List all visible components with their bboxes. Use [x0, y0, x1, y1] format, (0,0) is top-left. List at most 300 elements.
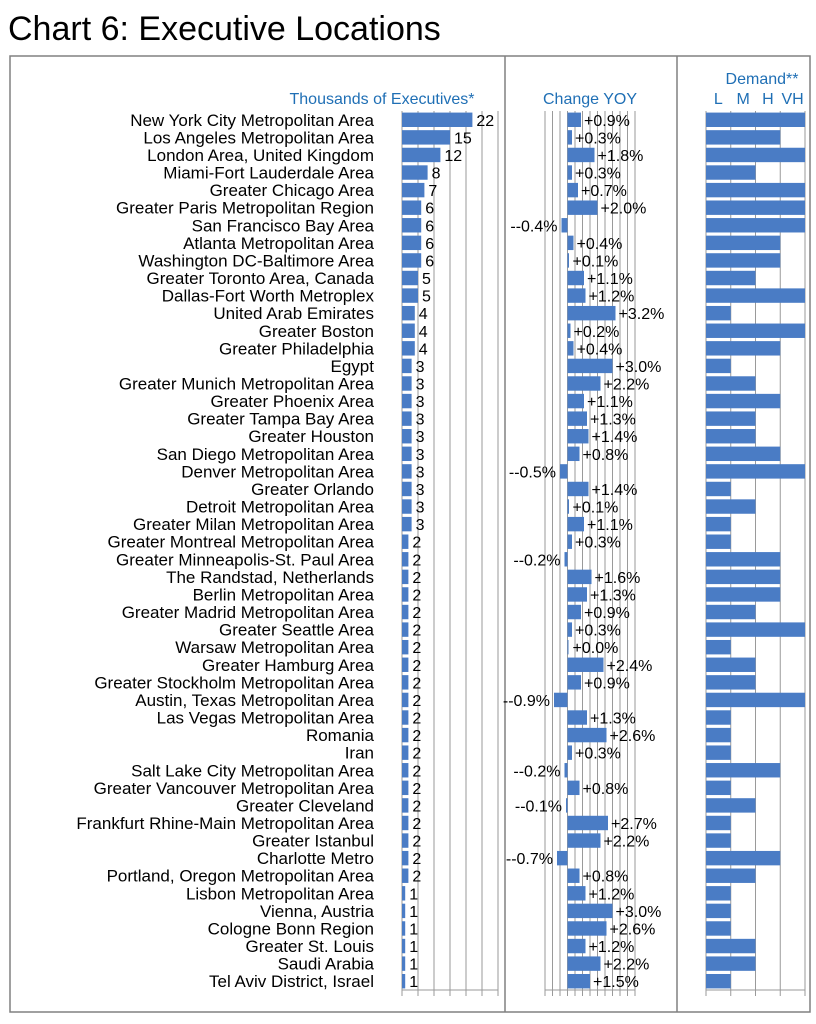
exec-value-label: 3 — [415, 481, 425, 499]
category-label: Greater Stockholm Metropolitan Area — [94, 673, 374, 693]
yoy-bar — [565, 552, 568, 566]
category-label: Greater Philadelphia — [219, 339, 374, 359]
demand-bar — [706, 113, 805, 127]
yoy-bar — [568, 675, 582, 689]
demand-panel-header: Demand** — [725, 71, 799, 88]
demand-bar — [706, 376, 756, 390]
demand-bar — [706, 253, 780, 267]
exec-bar — [402, 306, 415, 320]
exec-value-label: 3 — [415, 394, 425, 412]
exec-value-label: 1 — [409, 886, 419, 904]
yoy-bar — [568, 816, 609, 830]
demand-bar — [706, 833, 731, 847]
exec-value-label: 3 — [415, 429, 425, 447]
demand-bar — [706, 165, 756, 179]
demand-bar — [706, 236, 780, 250]
exec-value-label: 3 — [415, 517, 425, 535]
category-label: Detroit Metropolitan Area — [185, 497, 374, 517]
yoy-bar — [568, 271, 585, 285]
yoy-bar — [568, 517, 585, 531]
exec-bar — [402, 587, 408, 601]
yoy-value-label: +1.4% — [591, 481, 638, 499]
exec-value-label: 1 — [409, 974, 419, 992]
exec-bar — [402, 956, 405, 970]
category-label: Greater Minneapolis-St. Paul Area — [116, 550, 374, 570]
exec-value-label: 22 — [476, 112, 495, 130]
demand-bar — [706, 622, 805, 636]
yoy-value-label: +1.1% — [587, 517, 633, 535]
exec-value-label: 6 — [425, 235, 435, 253]
yoy-bar — [562, 218, 568, 232]
demand-bar — [706, 464, 805, 478]
exec-value-label: 8 — [431, 165, 441, 183]
yoy-bar — [568, 200, 598, 214]
demand-bar — [706, 429, 756, 443]
exec-bar — [402, 341, 415, 355]
exec-bar — [402, 482, 412, 496]
category-label: Greater Orlando — [251, 479, 374, 499]
demand-bar — [706, 535, 731, 549]
yoy-value-label: --0.7% — [505, 851, 553, 869]
yoy-value-label: --0.2% — [513, 763, 561, 781]
exec-value-label: 4 — [418, 306, 428, 324]
yoy-value-label: +3.0% — [615, 358, 662, 376]
yoy-value-label: +1.2% — [588, 288, 635, 306]
exec-bar — [402, 658, 408, 672]
exec-value-label: 6 — [425, 200, 435, 218]
category-label: Greater Milan Metropolitan Area — [133, 515, 374, 535]
exec-bar — [402, 570, 408, 584]
yoy-value-label: +1.4% — [591, 429, 638, 447]
demand-bar — [706, 605, 756, 619]
exec-bar — [402, 183, 424, 197]
demand-bar — [706, 394, 780, 408]
yoy-value-label: +2.2% — [603, 376, 650, 394]
category-label: Greater Houston — [248, 427, 374, 447]
yoy-value-label: +0.1% — [572, 253, 619, 271]
category-label: Miami-Fort Lauderdale Area — [163, 163, 374, 183]
yoy-bar — [566, 798, 568, 812]
category-label: Greater Paris Metropolitan Region — [116, 198, 374, 218]
yoy-bar — [568, 306, 616, 320]
category-label: Greater Istanbul — [252, 831, 374, 851]
yoy-bar — [568, 781, 580, 795]
yoy-value-label: +1.2% — [588, 939, 635, 957]
exec-bar — [402, 288, 418, 302]
exec-value-label: 4 — [418, 341, 428, 359]
exec-value-label: 2 — [412, 657, 422, 675]
yoy-value-label: +0.2% — [573, 323, 620, 341]
demand-bar — [706, 763, 780, 777]
category-label: San Diego Metropolitan Area — [156, 444, 374, 464]
category-label: Atlanta Metropolitan Area — [183, 233, 374, 253]
demand-bar — [706, 482, 731, 496]
yoy-value-label: +2.0% — [600, 200, 647, 218]
demand-bar — [706, 587, 780, 601]
exec-value-label: 2 — [412, 868, 422, 886]
exec-value-label: 5 — [422, 288, 431, 306]
demand-bar — [706, 745, 731, 759]
demand-axis-label: L — [713, 91, 723, 108]
yoy-bar — [560, 464, 568, 478]
yoy-bar — [554, 693, 568, 707]
exec-value-label: 2 — [412, 552, 422, 570]
exec-bar — [402, 200, 421, 214]
exec-value-label: 1 — [409, 903, 419, 921]
yoy-bar — [568, 359, 613, 373]
exec-value-label: 5 — [422, 271, 431, 289]
yoy-bar — [568, 622, 573, 636]
yoy-value-label: +3.2% — [618, 306, 665, 324]
demand-bar — [706, 218, 805, 232]
yoy-value-label: +2.6% — [609, 921, 656, 939]
demand-bar — [706, 904, 731, 918]
exec-bar — [402, 236, 421, 250]
category-label: Portland, Oregon Metropolitan Area — [106, 866, 374, 886]
exec-bar — [402, 851, 408, 865]
yoy-bar — [568, 535, 573, 549]
exec-value-label: 2 — [412, 640, 422, 658]
yoy-value-label: --0.4% — [510, 218, 558, 236]
exec-bar — [402, 710, 408, 724]
exec-bar — [402, 148, 440, 162]
demand-bar — [706, 816, 731, 830]
exec-bar — [402, 816, 408, 830]
exec-bar — [402, 165, 428, 179]
exec-value-label: 3 — [415, 411, 425, 429]
exec-value-label: 3 — [415, 499, 425, 517]
exec-value-label: 1 — [409, 921, 419, 939]
exec-bar — [402, 763, 408, 777]
exec-bar — [402, 921, 405, 935]
yoy-value-label: +0.1% — [572, 499, 619, 517]
category-label: Greater Toronto Area, Canada — [146, 269, 374, 289]
exec-bar — [402, 693, 408, 707]
demand-bar — [706, 693, 805, 707]
exec-bar — [402, 324, 415, 338]
exec-bar — [402, 271, 418, 285]
yoy-bar — [568, 447, 580, 461]
exec-bar — [402, 253, 421, 267]
exec-value-label: 2 — [412, 763, 422, 781]
category-label: Greater St. Louis — [245, 937, 374, 957]
exec-value-label: 2 — [412, 569, 422, 587]
yoy-bar — [568, 183, 579, 197]
exec-bar — [402, 499, 412, 513]
category-label: Berlin Metropolitan Area — [192, 585, 374, 605]
yoy-bar — [568, 165, 573, 179]
category-label: Warsaw Metropolitan Area — [175, 638, 374, 658]
exec-bar — [402, 130, 450, 144]
demand-bar — [706, 640, 731, 654]
yoy-value-label: +2.4% — [606, 657, 653, 675]
exec-bar — [402, 939, 405, 953]
yoy-bar — [568, 288, 586, 302]
yoy-value-label: +0.4% — [576, 235, 623, 253]
demand-bar — [706, 921, 731, 935]
exec-value-label: 2 — [412, 534, 422, 552]
category-label: Cologne Bonn Region — [207, 919, 374, 939]
category-label: Greater Munich Metropolitan Area — [118, 374, 374, 394]
yoy-value-label: +2.2% — [603, 956, 650, 974]
yoy-value-label: +3.0% — [615, 903, 662, 921]
category-label: Charlotte Metro — [256, 849, 374, 869]
category-label: San Francisco Bay Area — [191, 216, 374, 236]
exec-value-label: 6 — [425, 253, 435, 271]
yoy-bar — [568, 710, 588, 724]
exec-value-label: 3 — [415, 358, 425, 376]
yoy-bar — [568, 939, 586, 953]
yoy-bar — [568, 587, 588, 601]
exec-bar — [402, 376, 412, 390]
yoy-bar — [568, 833, 601, 847]
yoy-value-label: +0.3% — [575, 622, 621, 640]
demand-bar — [706, 517, 731, 531]
category-label: Salt Lake City Metropolitan Area — [131, 761, 374, 781]
exec-value-label: 2 — [412, 692, 422, 710]
demand-bar — [706, 851, 780, 865]
exec-bar — [402, 359, 412, 373]
yoy-bar — [568, 605, 582, 619]
exec-value-label: 2 — [412, 675, 422, 693]
exec-bar — [402, 974, 405, 988]
yoy-bar — [565, 763, 568, 777]
page-title: Chart 6: Executive Locations — [8, 10, 441, 48]
yoy-panel-header: Change YOY — [543, 91, 637, 108]
category-label: Greater Vancouver Metropolitan Area — [93, 778, 374, 798]
yoy-bar — [568, 745, 573, 759]
category-label: Greater Cleveland — [236, 796, 374, 816]
yoy-bar — [568, 974, 591, 988]
exec-bar — [402, 394, 412, 408]
exec-value-label: 12 — [444, 147, 463, 165]
exec-value-label: 6 — [425, 218, 435, 236]
exec-value-label: 2 — [412, 815, 422, 833]
exec-value-label: 2 — [412, 745, 422, 763]
category-label: Denver Metropolitan Area — [181, 462, 374, 482]
exec-bar — [402, 552, 408, 566]
exec-bar — [402, 447, 412, 461]
yoy-value-label: +1.5% — [593, 974, 639, 992]
yoy-bar — [568, 324, 571, 338]
category-label: Lisbon Metropolitan Area — [185, 884, 374, 904]
demand-bar — [706, 200, 805, 214]
demand-bar — [706, 728, 731, 742]
yoy-value-label: +1.3% — [590, 710, 636, 728]
demand-bar — [706, 359, 731, 373]
demand-bar — [706, 869, 756, 883]
category-label: Greater Tampa Bay Area — [187, 409, 374, 429]
demand-bar — [706, 658, 756, 672]
category-label: Tel Aviv District, Israel — [208, 972, 374, 992]
exec-bar — [402, 429, 412, 443]
yoy-value-label: --0.9% — [502, 692, 550, 710]
exec-bar — [402, 464, 412, 478]
yoy-value-label: +1.3% — [590, 411, 636, 429]
yoy-bar — [568, 130, 573, 144]
yoy-value-label: +1.3% — [590, 587, 636, 605]
yoy-value-label: +0.4% — [576, 341, 623, 359]
yoy-value-label: +1.2% — [588, 886, 635, 904]
exec-value-label: 15 — [454, 130, 472, 148]
exec-value-label: 3 — [415, 464, 425, 482]
yoy-value-label: +0.0% — [572, 640, 619, 658]
category-label: Greater Seattle Area — [219, 620, 374, 640]
demand-axis-label: VH — [781, 91, 804, 108]
demand-bar — [706, 324, 805, 338]
exec-bar — [402, 605, 408, 619]
exec-value-label: 2 — [412, 728, 422, 746]
exec-value-label: 2 — [412, 851, 422, 869]
exec-bar — [402, 517, 412, 531]
yoy-bar — [568, 376, 601, 390]
yoy-value-label: +2.7% — [611, 815, 657, 833]
yoy-value-label: +0.9% — [584, 675, 630, 693]
yoy-value-label: --0.5% — [508, 464, 556, 482]
demand-bar — [706, 570, 780, 584]
exec-bar — [402, 622, 408, 636]
exec-value-label: 2 — [412, 605, 422, 623]
yoy-value-label: +2.2% — [603, 833, 650, 851]
yoy-value-label: +0.9% — [584, 112, 630, 130]
exec-bar — [402, 675, 408, 689]
exec-bar — [402, 113, 472, 127]
exec-bar — [402, 904, 405, 918]
category-label: London Area, United Kingdom — [147, 145, 374, 165]
yoy-value-label: +0.8% — [582, 780, 629, 798]
category-label: Austin, Texas Metropolitan Area — [135, 690, 374, 710]
exec-value-label: 1 — [409, 939, 419, 957]
exec-bar — [402, 535, 408, 549]
demand-bar — [706, 183, 805, 197]
yoy-bar — [568, 869, 580, 883]
exec-panel-header: Thousands of Executives* — [289, 91, 475, 108]
yoy-bar — [568, 886, 586, 900]
exec-value-label: 2 — [412, 798, 422, 816]
yoy-bar — [568, 956, 601, 970]
yoy-bar — [568, 429, 589, 443]
yoy-bar — [568, 341, 574, 355]
yoy-bar — [557, 851, 568, 865]
yoy-bar — [568, 411, 588, 425]
exec-bar — [402, 728, 408, 742]
exec-bar — [402, 833, 408, 847]
demand-bar — [706, 306, 731, 320]
category-label: Iran — [344, 743, 374, 763]
category-label: Dallas-Fort Worth Metroplex — [161, 286, 374, 306]
exec-value-label: 2 — [412, 833, 422, 851]
yoy-value-label: +0.7% — [581, 183, 627, 201]
yoy-value-label: --0.1% — [514, 798, 562, 816]
category-label: Greater Montreal Metropolitan Area — [107, 532, 374, 552]
yoy-bar — [568, 904, 613, 918]
exec-bar — [402, 886, 405, 900]
demand-bar — [706, 886, 731, 900]
exec-value-label: 7 — [428, 183, 438, 201]
demand-bar — [706, 939, 756, 953]
demand-bar — [706, 781, 731, 795]
yoy-bar — [568, 253, 570, 267]
yoy-bar — [568, 640, 569, 654]
yoy-value-label: --0.2% — [513, 552, 561, 570]
exec-bar — [402, 745, 408, 759]
exec-value-label: 1 — [409, 956, 419, 974]
exec-value-label: 3 — [415, 376, 425, 394]
demand-bar — [706, 411, 756, 425]
yoy-bar — [568, 921, 607, 935]
exec-value-label: 3 — [415, 446, 425, 464]
exec-bar — [402, 218, 421, 232]
demand-axis-label: H — [762, 91, 774, 108]
yoy-value-label: +1.1% — [587, 394, 633, 412]
category-label: Greater Chicago Area — [209, 181, 374, 201]
exec-value-label: 4 — [418, 323, 428, 341]
category-label: Greater Boston — [258, 321, 374, 341]
yoy-bar — [568, 236, 574, 250]
category-label: Greater Phoenix Area — [210, 392, 374, 412]
exec-bar — [402, 640, 408, 654]
category-label: Greater Hamburg Area — [202, 655, 374, 675]
demand-bar — [706, 288, 805, 302]
exec-value-label: 2 — [412, 587, 422, 605]
demand-bar — [706, 798, 756, 812]
yoy-bar — [568, 658, 604, 672]
category-label: Vienna, Austria — [259, 901, 374, 921]
demand-bar — [706, 974, 731, 988]
category-label: Washington DC-Baltimore Area — [138, 251, 374, 271]
yoy-bar — [568, 394, 585, 408]
exec-bar — [402, 411, 412, 425]
yoy-value-label: +0.3% — [575, 165, 621, 183]
yoy-value-label: +1.1% — [587, 271, 633, 289]
demand-bar — [706, 130, 780, 144]
demand-bar — [706, 552, 780, 566]
yoy-value-label: +1.6% — [594, 569, 641, 587]
category-label: Las Vegas Metropolitan Area — [156, 708, 374, 728]
yoy-bar — [568, 148, 595, 162]
exec-value-label: 2 — [412, 780, 422, 798]
exec-bar — [402, 798, 408, 812]
yoy-value-label: +0.3% — [575, 534, 621, 552]
yoy-value-label: +0.3% — [575, 130, 621, 148]
exec-value-label: 2 — [412, 622, 422, 640]
category-label: Frankfurt Rhine-Main Metropolitan Area — [76, 813, 374, 833]
yoy-bar — [568, 570, 592, 584]
demand-axis-label: M — [736, 91, 750, 108]
demand-bar — [706, 499, 756, 513]
category-label: The Randstad, Netherlands — [166, 567, 374, 587]
yoy-value-label: +1.8% — [597, 147, 644, 165]
yoy-bar — [568, 728, 607, 742]
yoy-bar — [568, 499, 570, 513]
yoy-value-label: +0.8% — [582, 868, 629, 886]
yoy-bar — [568, 113, 582, 127]
demand-bar — [706, 341, 780, 355]
exec-value-label: 2 — [412, 710, 422, 728]
demand-bar — [706, 956, 756, 970]
category-label: Saudi Arabia — [277, 954, 374, 974]
yoy-value-label: +0.3% — [575, 745, 621, 763]
category-label: Greater Madrid Metropolitan Area — [121, 603, 374, 623]
yoy-value-label: +0.9% — [584, 605, 630, 623]
demand-bar — [706, 271, 756, 285]
category-label: United Arab Emirates — [213, 304, 374, 324]
demand-bar — [706, 148, 805, 162]
category-label: New York City Metropolitan Area — [130, 110, 374, 130]
category-label: Romania — [305, 726, 374, 746]
category-label: Egypt — [330, 356, 374, 376]
category-label: Los Angeles Metropolitan Area — [143, 128, 374, 148]
